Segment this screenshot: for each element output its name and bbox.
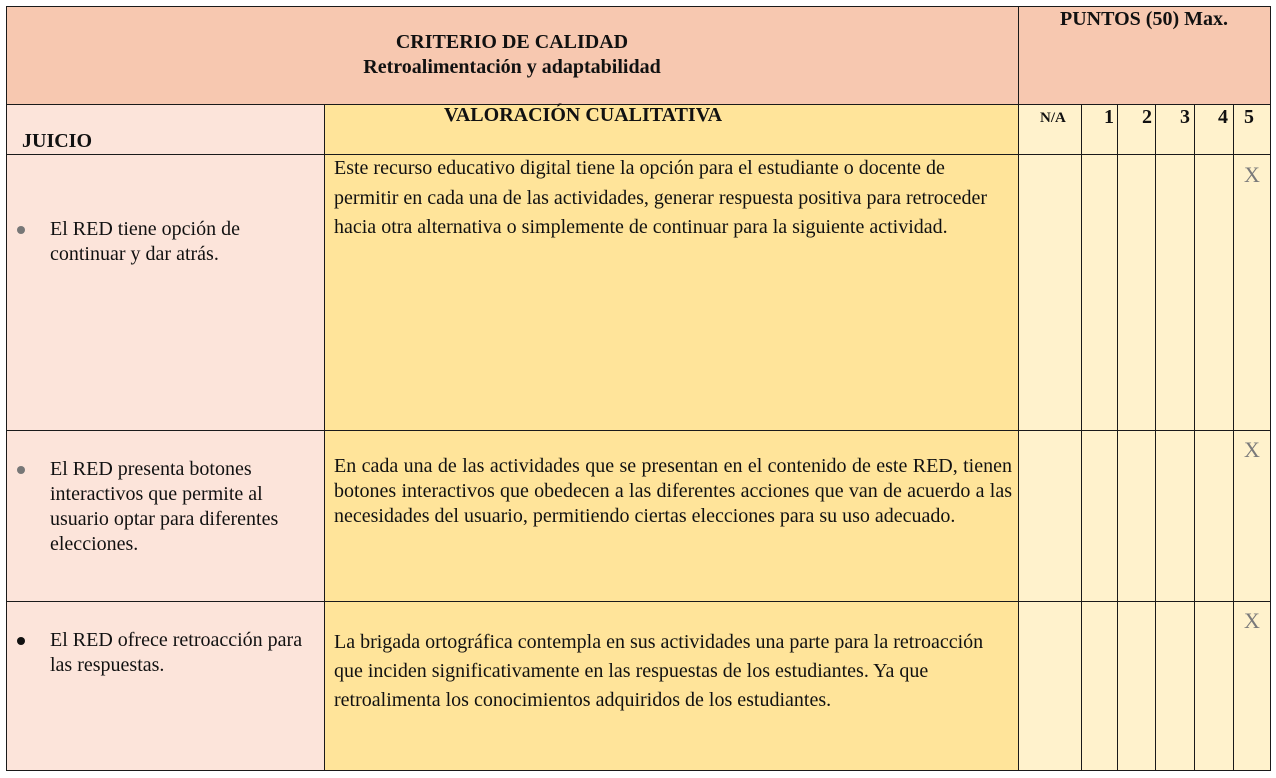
table-row-3-score-4 xyxy=(1194,601,1234,771)
table-row-3-juicio xyxy=(6,601,325,771)
bullet-icon xyxy=(17,226,25,234)
score-4-label: 4 xyxy=(1218,106,1228,128)
score-2-label: 2 xyxy=(1142,106,1152,128)
description-1: Este recurso educativo digital tiene la opción para el estudiante o docente de permitir en cada una de las actividades, generar respuesta positiva para retroceder hacia otra alternativa o simplemente de continuar para la siguiente actividad. xyxy=(334,157,988,238)
juicio-column-label: JUICIO xyxy=(22,130,93,152)
criterion-2: El RED presenta botones interactivos que permite al usuario optar para diferentes elecciones. xyxy=(50,458,279,555)
criterion-1: El RED tiene opción de continuar y dar atrás. xyxy=(50,218,240,265)
title-line-1: CRITERIO DE CALIDAD xyxy=(395,31,629,53)
table-row-3-na xyxy=(1018,601,1082,771)
title-line-2: Retroalimentación y adaptabilidad xyxy=(363,56,661,78)
table-row-2-score-4 xyxy=(1194,430,1234,602)
table-row-1-na xyxy=(1018,154,1082,431)
points-title: PUNTOS (50) Max. xyxy=(1060,8,1228,30)
score-mark-2: X xyxy=(1244,437,1260,462)
table-row-1-score-3 xyxy=(1155,154,1195,431)
table-row-3-score-1 xyxy=(1081,601,1118,771)
criterion-3: El RED ofrece retroacción para las respuestas. xyxy=(50,629,303,676)
bullet-icon xyxy=(17,466,25,474)
description-2: En cada una de las actividades que se presentan en el contenido de este RED, tienen botones interactivos que obedecen a las diferentes acciones que van de acuerdo a las necesidades del usuario, permitiendo ciertas elecciones para su uso adecuado. xyxy=(334,455,1012,527)
score-1-label: 1 xyxy=(1104,106,1114,128)
description-3: La brigada ortográfica contempla en sus actividades una parte para la retroacción que inciden significativamente en las respuestas de los estudiantes. Ya que retroalimenta los conocimientos adquiridos de los estudiantes. xyxy=(334,631,984,711)
table-row-2-na xyxy=(1018,430,1082,602)
table-row-1-score-2 xyxy=(1117,154,1156,431)
table-row-1-juicio xyxy=(6,154,325,431)
table-row-3-score-3 xyxy=(1155,601,1195,771)
bullet-icon xyxy=(17,637,25,645)
table-row-1-score-4 xyxy=(1194,154,1234,431)
score-3-label: 3 xyxy=(1180,106,1190,128)
table-row-2-score-2 xyxy=(1117,430,1156,602)
score-4-header-cell xyxy=(1194,104,1234,155)
valoracion-column-label: VALORACIÓN CUALITATIVA xyxy=(444,104,723,126)
table-row-1-score-1 xyxy=(1081,154,1118,431)
table-row-3-score-2 xyxy=(1117,601,1156,771)
na-column-label: N/A xyxy=(1040,110,1066,126)
table-row-1-score-5 xyxy=(1233,154,1271,431)
score-mark-3: X xyxy=(1244,608,1260,633)
score-mark-1: X xyxy=(1244,162,1260,187)
table-row-2-score-3 xyxy=(1155,430,1195,602)
score-5-label: 5 xyxy=(1244,106,1254,128)
table-title xyxy=(6,6,1018,104)
table-row-2-score-1 xyxy=(1081,430,1118,602)
